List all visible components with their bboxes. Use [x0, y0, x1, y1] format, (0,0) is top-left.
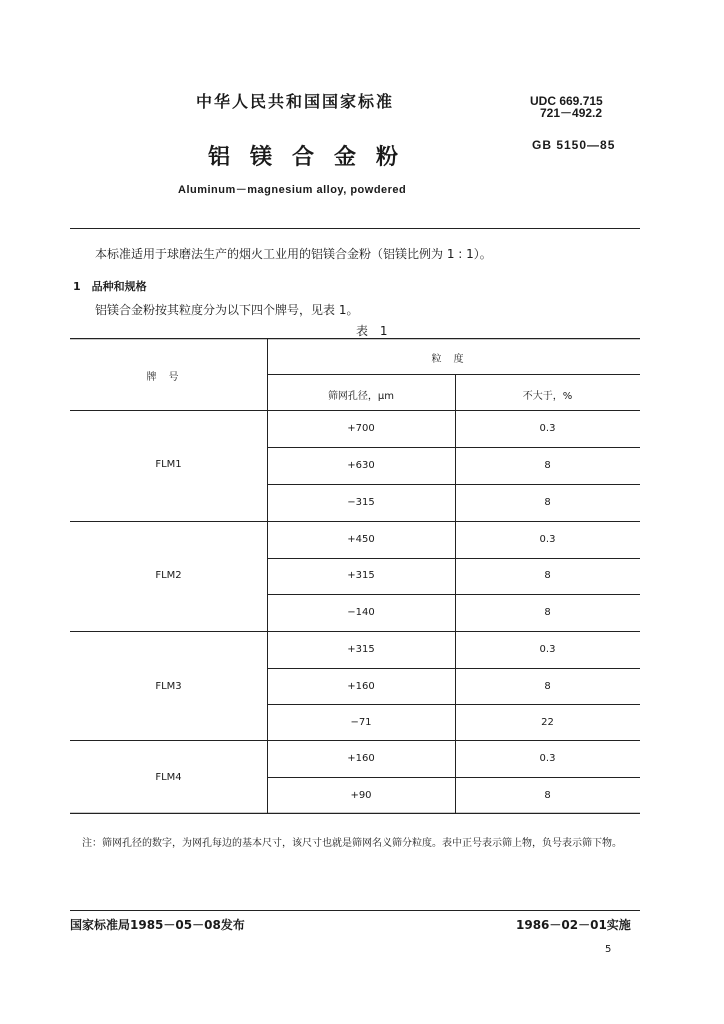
table-cell-max: 0.3 [539, 423, 556, 434]
table-cell-sieve: +90 [350, 790, 372, 801]
grade-paragraph: 铝镁合金粉按其粒度分为以下四个牌号，见表 1。 [95, 303, 359, 317]
grade-flm1: FLM1 [155, 459, 182, 470]
table-cell-max: 8 [544, 607, 551, 618]
document-title: 铝镁合金粉 [208, 145, 419, 170]
table-cell-sieve: −140 [347, 607, 375, 618]
grade-flm3: FLM3 [155, 681, 182, 692]
table-cell-max: 0.3 [539, 753, 556, 764]
table-cell-sieve: +160 [347, 681, 375, 692]
table-cell-max: 8 [544, 570, 551, 581]
table-cell-sieve: +315 [347, 644, 375, 655]
table-cell-max: 8 [544, 681, 551, 692]
udc-code [530, 95, 603, 119]
table-cell-max: 0.3 [539, 534, 556, 545]
document-title-english: Aluminum－magnesium alloy, powdered [178, 184, 407, 196]
table-cell-sieve: +160 [347, 753, 375, 764]
table-cell-sieve: +450 [347, 534, 375, 545]
table-title: 表 1 [356, 324, 392, 338]
udc-line-2: 721－492.2 [540, 106, 603, 120]
header-grade: 牌号 [146, 372, 191, 383]
header-max-percent: 不大于，% [522, 391, 573, 402]
table-cell-max: 0.3 [539, 644, 556, 655]
page-number: 5 [605, 944, 612, 955]
header-particle-size: 粒度 [431, 354, 476, 365]
header-sieve-aperture: 筛网孔径，μm [327, 391, 395, 402]
grade-flm4: FLM4 [155, 772, 182, 783]
header-rule [70, 228, 640, 229]
section-1-heading: 1 品种和规格 [73, 280, 147, 293]
table-cell-max: 8 [544, 790, 551, 801]
udc-line-1: UDC 669.715 [530, 94, 603, 108]
table-cell-max: 8 [544, 460, 551, 471]
table-note: 注：筛网孔径的数字，为网孔每边的基本尺寸，该尺寸也就是筛网名义筛分粒度。表中正号表示筛上物，负号表示筛下物。 [82, 838, 622, 849]
footer-rule [70, 910, 640, 911]
standard-name: 中华人民共和国国家标准 [196, 92, 395, 111]
table-cell-max: 22 [541, 717, 554, 728]
table-cell-sieve: −315 [347, 497, 375, 508]
gb-code: GB 5150—85 [532, 138, 616, 152]
grade-flm2: FLM2 [155, 570, 182, 581]
issue-date: 国家标准局1985－05－08发布 [70, 918, 245, 932]
table-cell-sieve: −71 [350, 717, 372, 728]
table-cell-sieve: +630 [347, 460, 375, 471]
table-cell-max: 8 [544, 497, 551, 508]
table-cell-sieve: +315 [347, 570, 375, 581]
scope-paragraph: 本标准适用于球磨法生产的烟火工业用的铝镁合金粉（铝镁比例为 1 : 1）。 [95, 247, 492, 261]
grade-table [70, 338, 640, 814]
implementation-date: 1986－02－01实施 [516, 918, 631, 932]
table-cell-sieve: +700 [347, 423, 375, 434]
